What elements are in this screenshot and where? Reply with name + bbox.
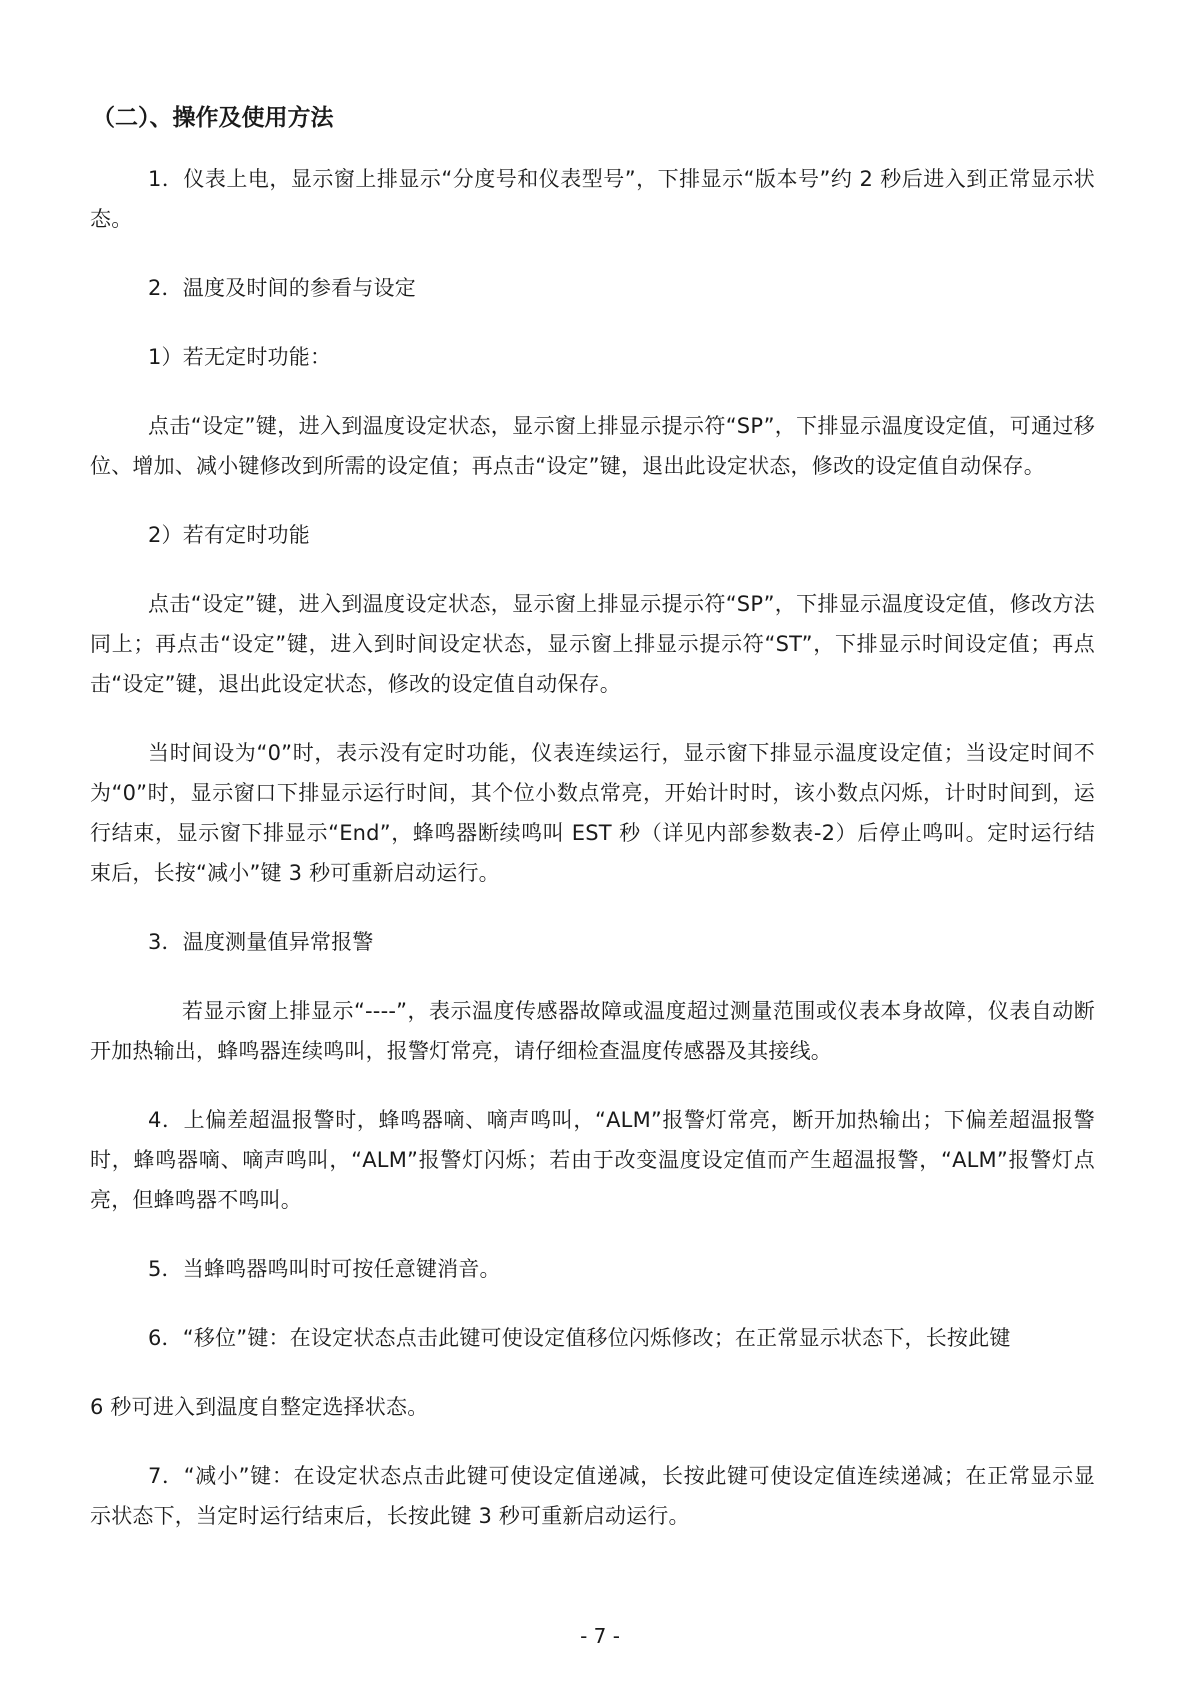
paragraph-shift-key-continued: 6 秒可进入到温度自整定选择状态。 [90, 1395, 429, 1419]
paragraph-decrease-key: 7．“减小”键：在设定状态点击此键可使设定值递减，长按此键可使设定值连续递减；在正常显示显示状态下，当定时运行结束后，长按此键 3 秒可重新启动运行。 [90, 1464, 1095, 1528]
paragraph-power-on: 1．仪表上电，显示窗上排显示“分度号和仪表型号”，下排显示“版本号”约 2 秒后进入到正常显示状态。 [90, 167, 1095, 231]
page-number: - 7 - [580, 1624, 620, 1648]
paragraph-mute: 5．当蜂鸣器鸣叫时可按任意键消音。 [148, 1257, 501, 1281]
paragraph-timer-zero: 当时间设为“0”时，表示没有定时功能，仪表连续运行，显示窗下排显示温度设定值；当设定时间不为“0”时，显示窗口下排显示运行时间，其个位小数点常亮，开始计时时，该小数点闪烁，计时时间到，运行结束，显示窗下排显示“End”，蜂鸣器断续鸣叫 EST 秒（详见内部参数表-2）后停止鸣叫。定时运行结束后，长按“减小”键 3 秒可重新启动运行。 [90, 741, 1095, 885]
paragraph-timer-heading: 2）若有定时功能 [148, 523, 310, 547]
section-heading: （二）、操作及使用方法 [92, 104, 334, 131]
paragraph-abnormal-alarm-heading: 3．温度测量值异常报警 [148, 930, 374, 954]
paragraph-temp-time-setting: 2．温度及时间的参看与设定 [148, 276, 416, 300]
paragraph-no-timer-body: 点击“设定”键，进入到温度设定状态，显示窗上排显示提示符“SP”，下排显示温度设定值，可通过移位、增加、减小键修改到所需的设定值；再点击“设定”键，退出此设定状态，修改的设定值自动保存。 [90, 414, 1095, 478]
paragraph-shift-key: 6．“移位”键：在设定状态点击此键可使设定值移位闪烁修改；在正常显示状态下，长按此键 [148, 1326, 1011, 1350]
paragraph-abnormal-alarm-body: 若显示窗上排显示“----”，表示温度传感器故障或温度超过测量范围或仪表本身故障，仪表自动断开加热输出，蜂鸣器连续鸣叫，报警灯常亮，请仔细检查温度传感器及其接线。 [90, 999, 1095, 1063]
paragraph-deviation-alarm: 4．上偏差超温报警时，蜂鸣器嘀、嘀声鸣叫，“ALM”报警灯常亮，断开加热输出；下偏差超温报警时，蜂鸣器嘀、嘀声鸣叫，“ALM”报警灯闪烁；若由于改变温度设定值而产生超温报警，“ALM”报警灯点亮，但蜂鸣器不鸣叫。 [90, 1108, 1095, 1212]
paragraph-no-timer-heading: 1）若无定时功能： [148, 345, 332, 369]
document-body [90, 100, 1095, 1565]
paragraph-timer-body: 点击“设定”键，进入到温度设定状态，显示窗上排显示提示符“SP”，下排显示温度设定值，修改方法同上；再点击“设定”键，进入到时间设定状态，显示窗上排显示提示符“ST”，下排显示时间设定值；再点击“设定”键，退出此设定状态，修改的设定值自动保存。 [90, 592, 1095, 696]
